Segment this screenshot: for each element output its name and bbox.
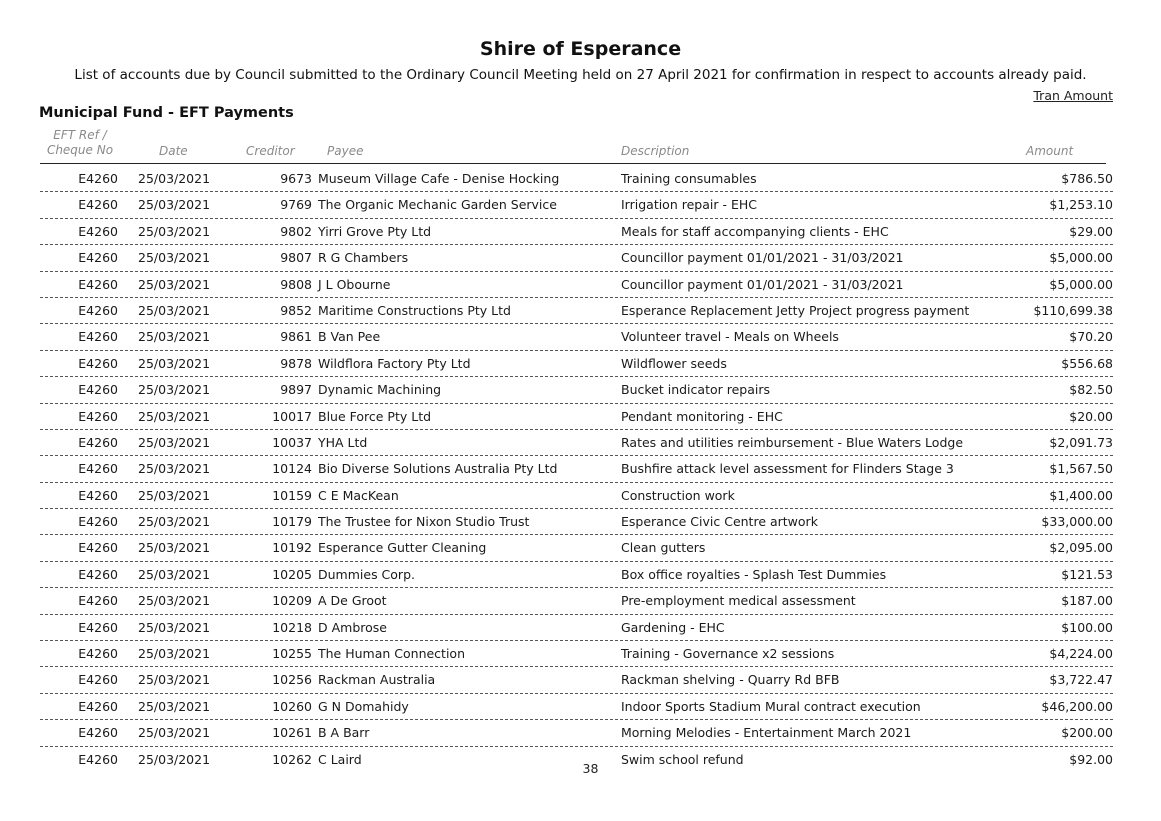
cell-amount: $100.00 <box>1061 619 1113 635</box>
table-row <box>40 377 1113 403</box>
cell-payee: A De Groot <box>318 593 387 609</box>
cell-ref: E4260 <box>78 434 118 450</box>
cell-ref: E4260 <box>78 646 118 662</box>
cell-creditor: 10124 <box>272 461 312 477</box>
cell-amount: $29.00 <box>1069 223 1113 239</box>
cell-ref: E4260 <box>78 672 118 688</box>
cell-amount: $786.50 <box>1061 171 1113 186</box>
cell-date: 25/03/2021 <box>138 487 211 503</box>
cell-description: Wildflower seeds <box>621 355 727 371</box>
payments-table <box>40 166 1113 772</box>
cell-date: 25/03/2021 <box>138 355 211 371</box>
table-row <box>40 430 1113 456</box>
cell-creditor: 9852 <box>280 302 312 318</box>
cell-description: Esperance Civic Centre artwork <box>621 514 818 530</box>
cell-payee: D Ambrose <box>318 619 387 635</box>
table-row <box>40 324 1113 350</box>
column-header-date: Date <box>159 144 188 158</box>
cell-description: Irrigation repair - EHC <box>621 197 757 213</box>
column-header-ref-line2: Cheque No <box>46 143 114 157</box>
cell-date: 25/03/2021 <box>138 751 211 767</box>
cell-creditor: 10262 <box>272 751 312 767</box>
cell-date: 25/03/2021 <box>138 276 211 292</box>
cell-creditor: 10256 <box>272 672 312 688</box>
cell-date: 25/03/2021 <box>138 223 211 239</box>
cell-amount: $2,091.73 <box>1049 434 1113 450</box>
cell-payee: The Human Connection <box>318 646 466 662</box>
cell-date: 25/03/2021 <box>138 250 211 266</box>
table-row <box>40 219 1113 245</box>
cell-ref: E4260 <box>78 302 118 318</box>
cell-ref: E4260 <box>78 514 118 530</box>
cell-description: Esperance Replacement Jetty Project progress payment <box>621 302 970 318</box>
cell-description: Councillor payment 01/01/2021 - 31/03/2021 <box>621 250 904 266</box>
cell-date: 25/03/2021 <box>138 672 211 688</box>
table-row <box>40 641 1113 667</box>
cell-payee: Bio Diverse Solutions Australia Pty Ltd <box>318 461 558 477</box>
cell-amount: $187.00 <box>1061 593 1113 609</box>
cell-creditor: 9897 <box>280 382 312 398</box>
column-header-creditor: Creditor <box>246 144 295 158</box>
column-header-ref-line1: EFT Ref / <box>53 128 107 142</box>
cell-creditor: 10159 <box>272 487 312 503</box>
cell-ref: E4260 <box>78 487 118 503</box>
cell-payee: G N Domahidy <box>318 698 409 714</box>
table-row <box>40 667 1113 693</box>
cell-amount: $556.68 <box>1061 355 1113 371</box>
cell-amount: $46,200.00 <box>1041 698 1113 714</box>
cell-creditor: 10192 <box>272 540 312 556</box>
table-row <box>40 483 1113 509</box>
cell-description: Training - Governance x2 sessions <box>621 646 835 662</box>
cell-payee: C E MacKean <box>318 487 399 503</box>
cell-description: Clean gutters <box>621 540 706 556</box>
cell-amount: $70.20 <box>1069 329 1113 345</box>
cell-amount: $1,567.50 <box>1049 461 1113 477</box>
table-row <box>40 404 1113 430</box>
table-row <box>40 272 1113 298</box>
cell-amount: $5,000.00 <box>1049 276 1113 292</box>
cell-date: 25/03/2021 <box>138 197 211 213</box>
table-row <box>40 298 1113 324</box>
cell-creditor: 9673 <box>280 171 312 186</box>
cell-payee: C Laird <box>318 751 362 767</box>
cell-creditor: 10205 <box>272 566 312 582</box>
table-row <box>40 192 1113 218</box>
cell-ref: E4260 <box>78 171 118 186</box>
cell-amount: $200.00 <box>1061 725 1113 741</box>
cell-payee: Dummies Corp. <box>318 566 415 582</box>
table-row <box>40 351 1113 377</box>
cell-date: 25/03/2021 <box>138 593 211 609</box>
cell-ref: E4260 <box>78 540 118 556</box>
column-header-ref <box>46 128 114 158</box>
cell-payee: The Organic Mechanic Garden Service <box>318 197 557 213</box>
cell-amount: $1,253.10 <box>1049 197 1113 213</box>
cell-date: 25/03/2021 <box>138 329 211 345</box>
table-row <box>40 456 1113 482</box>
cell-payee: Esperance Gutter Cleaning <box>318 540 487 556</box>
table-row <box>40 615 1113 641</box>
table-row <box>40 588 1113 614</box>
cell-description: Swim school refund <box>621 751 744 767</box>
cell-date: 25/03/2021 <box>138 434 211 450</box>
cell-creditor: 10209 <box>272 593 312 609</box>
table-row <box>40 694 1113 720</box>
cell-date: 25/03/2021 <box>138 646 211 662</box>
cell-description: Box office royalties - Splash Test Dummies <box>621 566 887 582</box>
cell-ref: E4260 <box>78 355 118 371</box>
cell-ref: E4260 <box>78 725 118 741</box>
table-row <box>40 720 1113 746</box>
column-header-payee: Payee <box>327 144 364 158</box>
cell-creditor: 10261 <box>272 725 312 741</box>
cell-creditor: 10218 <box>272 619 312 635</box>
cell-creditor: 9769 <box>280 197 312 213</box>
fund-heading: Municipal Fund - EFT Payments <box>39 105 294 121</box>
cell-creditor: 9861 <box>280 329 312 345</box>
cell-amount: $82.50 <box>1069 382 1113 398</box>
cell-date: 25/03/2021 <box>138 725 211 741</box>
cell-date: 25/03/2021 <box>138 382 211 398</box>
cell-payee: J L Obourne <box>318 276 391 292</box>
cell-payee: Blue Force Pty Ltd <box>318 408 432 424</box>
cell-creditor: 9878 <box>280 355 312 371</box>
cell-amount: $5,000.00 <box>1049 250 1113 266</box>
cell-description: Construction work <box>621 487 735 503</box>
cell-date: 25/03/2021 <box>138 566 211 582</box>
table-row <box>40 535 1113 561</box>
cell-creditor: 9802 <box>280 223 312 239</box>
table-row <box>40 166 1113 192</box>
cell-description: Gardening - EHC <box>621 619 725 635</box>
tran-amount-label: Tran Amount <box>1033 88 1113 103</box>
cell-amount: $33,000.00 <box>1041 514 1113 530</box>
cell-payee: B Van Pee <box>318 329 381 345</box>
cell-amount: $92.00 <box>1069 751 1113 767</box>
column-header-amount: Amount <box>1026 144 1074 158</box>
page-number: 38 <box>582 761 599 776</box>
cell-description: Bucket indicator repairs <box>621 382 770 398</box>
cell-ref: E4260 <box>78 461 118 477</box>
cell-ref: E4260 <box>78 593 118 609</box>
cell-amount: $110,699.38 <box>1033 302 1113 318</box>
cell-creditor: 10037 <box>272 434 312 450</box>
cell-ref: E4260 <box>78 250 118 266</box>
cell-ref: E4260 <box>78 698 118 714</box>
cell-payee: Wildflora Factory Pty Ltd <box>318 355 471 371</box>
cell-amount: $1,400.00 <box>1049 487 1113 503</box>
cell-creditor: 9808 <box>280 276 312 292</box>
cell-ref: E4260 <box>78 223 118 239</box>
cell-ref: E4260 <box>78 382 118 398</box>
page-subtitle: List of accounts due by Council submitted to the Ordinary Council Meeting held on 27 April 2021 for confirmation in respect to accounts already paid. <box>74 67 1087 83</box>
cell-payee: The Trustee for Nixon Studio Trust <box>318 514 530 530</box>
page-title: Shire of Esperance <box>479 38 682 60</box>
header-divider <box>40 163 1106 164</box>
cell-creditor: 10255 <box>272 646 312 662</box>
cell-date: 25/03/2021 <box>138 408 211 424</box>
cell-description: Indoor Sports Stadium Mural contract execution <box>621 698 921 714</box>
cell-amount: $20.00 <box>1069 408 1113 424</box>
cell-amount: $4,224.00 <box>1049 646 1113 662</box>
cell-amount: $121.53 <box>1061 566 1113 582</box>
cell-creditor: 10260 <box>272 698 312 714</box>
cell-description: Pre-employment medical assessment <box>621 593 856 609</box>
cell-creditor: 10017 <box>272 408 312 424</box>
cell-description: Training consumables <box>621 171 757 186</box>
cell-ref: E4260 <box>78 408 118 424</box>
cell-creditor: 10179 <box>272 514 312 530</box>
cell-date: 25/03/2021 <box>138 514 211 530</box>
cell-date: 25/03/2021 <box>138 171 211 186</box>
cell-payee: Rackman Australia <box>318 672 436 688</box>
cell-date: 25/03/2021 <box>138 698 211 714</box>
cell-ref: E4260 <box>78 197 118 213</box>
cell-amount: $3,722.47 <box>1049 672 1113 688</box>
cell-date: 25/03/2021 <box>138 461 211 477</box>
cell-date: 25/03/2021 <box>138 302 211 318</box>
cell-amount: $2,095.00 <box>1049 540 1113 556</box>
cell-description: Rates and utilities reimbursement - Blue Waters Lodge <box>621 434 964 450</box>
cell-payee: Museum Village Cafe - Denise Hocking <box>318 171 560 186</box>
cell-description: Councillor payment 01/01/2021 - 31/03/2021 <box>621 276 904 292</box>
cell-ref: E4260 <box>78 619 118 635</box>
cell-ref: E4260 <box>78 329 118 345</box>
column-header-description: Description <box>621 144 690 158</box>
cell-description: Morning Melodies - Entertainment March 2021 <box>621 725 912 741</box>
cell-description: Rackman shelving - Quarry Rd BFB <box>621 672 840 688</box>
cell-payee: B A Barr <box>318 725 370 741</box>
cell-description: Meals for staff accompanying clients - EHC <box>621 223 889 239</box>
cell-ref: E4260 <box>78 566 118 582</box>
cell-date: 25/03/2021 <box>138 540 211 556</box>
cell-description: Pendant monitoring - EHC <box>621 408 783 424</box>
cell-creditor: 9807 <box>280 250 312 266</box>
cell-date: 25/03/2021 <box>138 619 211 635</box>
cell-ref: E4260 <box>78 276 118 292</box>
cell-payee: YHA Ltd <box>318 434 368 450</box>
cell-payee: R G Chambers <box>318 250 409 266</box>
cell-ref: E4260 <box>78 751 118 767</box>
cell-payee: Yirri Grove Pty Ltd <box>318 223 432 239</box>
cell-description: Volunteer travel - Meals on Wheels <box>621 329 839 345</box>
cell-description: Bushfire attack level assessment for Flinders Stage 3 <box>621 461 954 477</box>
table-row <box>40 509 1113 535</box>
cell-payee: Maritime Constructions Pty Ltd <box>318 302 511 318</box>
table-row <box>40 245 1113 271</box>
cell-payee: Dynamic Machining <box>318 382 442 398</box>
table-row <box>40 562 1113 588</box>
